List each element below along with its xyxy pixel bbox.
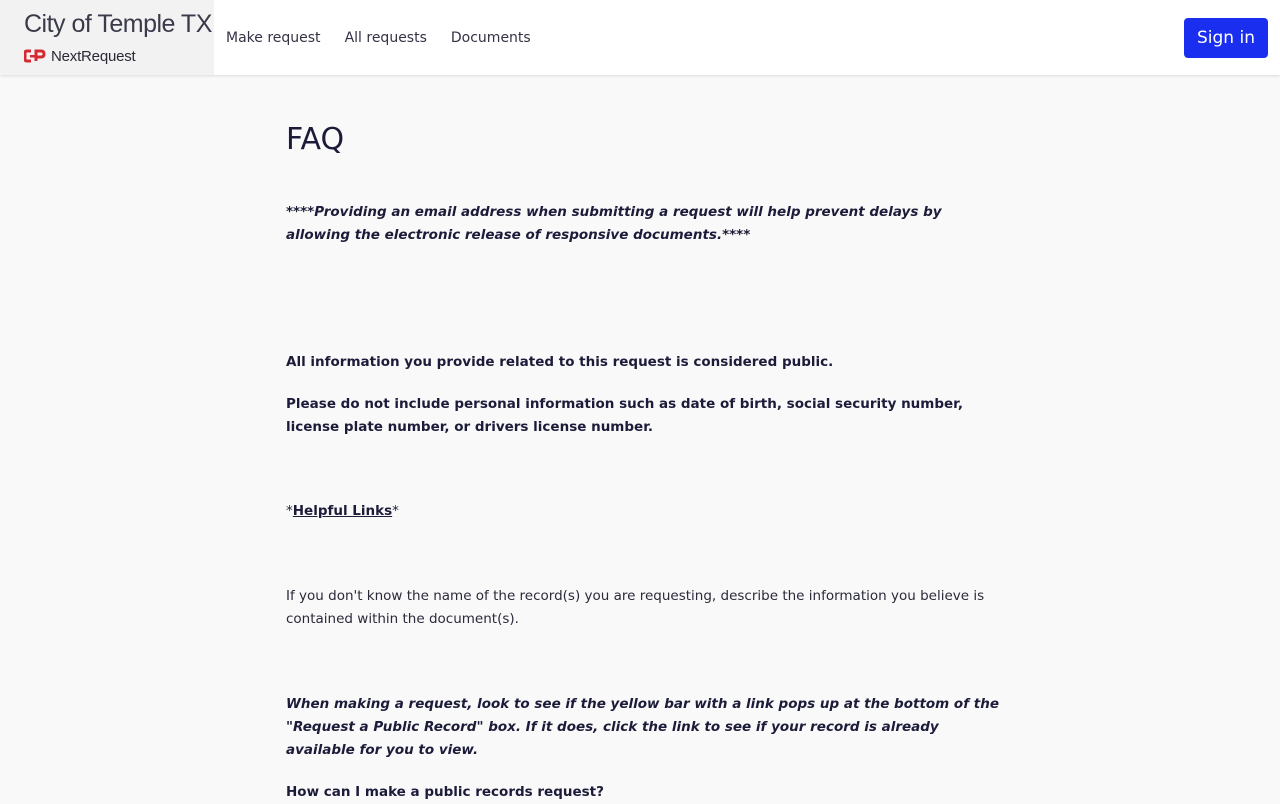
helpful-links-link[interactable]: Helpful Links: [292, 503, 393, 519]
nextrequest-logo-text: NextRequest: [51, 47, 136, 65]
top-navbar: [0, 0, 1280, 75]
helpful-links-line: [286, 500, 1006, 523]
nextrequest-brand: [24, 47, 214, 65]
helpful-prefix: *: [286, 503, 293, 519]
yellow-bar-tip: When making a request, look to see if the yellow bar with a link pops up at the bottom of the "Request a Public Record" box. If it does, click the link to see if your record is already available for you to view.: [286, 696, 1000, 758]
city-title[interactable]: City of Temple TX: [24, 10, 212, 38]
how-to-request-heading: How can I make a public records request?: [286, 784, 604, 800]
public-notice: All information you provide related to this request is considered public.: [286, 354, 834, 370]
main-nav: [214, 0, 555, 75]
sign-in-button[interactable]: Sign in: [1184, 18, 1268, 58]
helpful-suffix: *: [392, 503, 399, 519]
nav-documents[interactable]: Documents: [450, 29, 531, 46]
record-name-tip: If you don't know the name of the record(s) you are requesting, describe the information you believe is contained within the document(s).: [286, 588, 985, 627]
nextrequest-logo-icon: [24, 49, 46, 63]
page-title: FAQ: [286, 122, 345, 157]
brand-block[interactable]: [0, 0, 214, 75]
nav-all-requests[interactable]: All requests: [344, 29, 427, 46]
personal-info-notice: Please do not include personal information such as date of birth, social security number, license plate number, or drivers license number.: [286, 396, 963, 435]
faq-content: [286, 120, 1006, 804]
email-notice: ****Providing an email address when submitting a request will help prevent delays by allowing the electronic release of responsive documents.****: [286, 204, 942, 243]
nav-make-request[interactable]: Make request: [226, 29, 321, 46]
